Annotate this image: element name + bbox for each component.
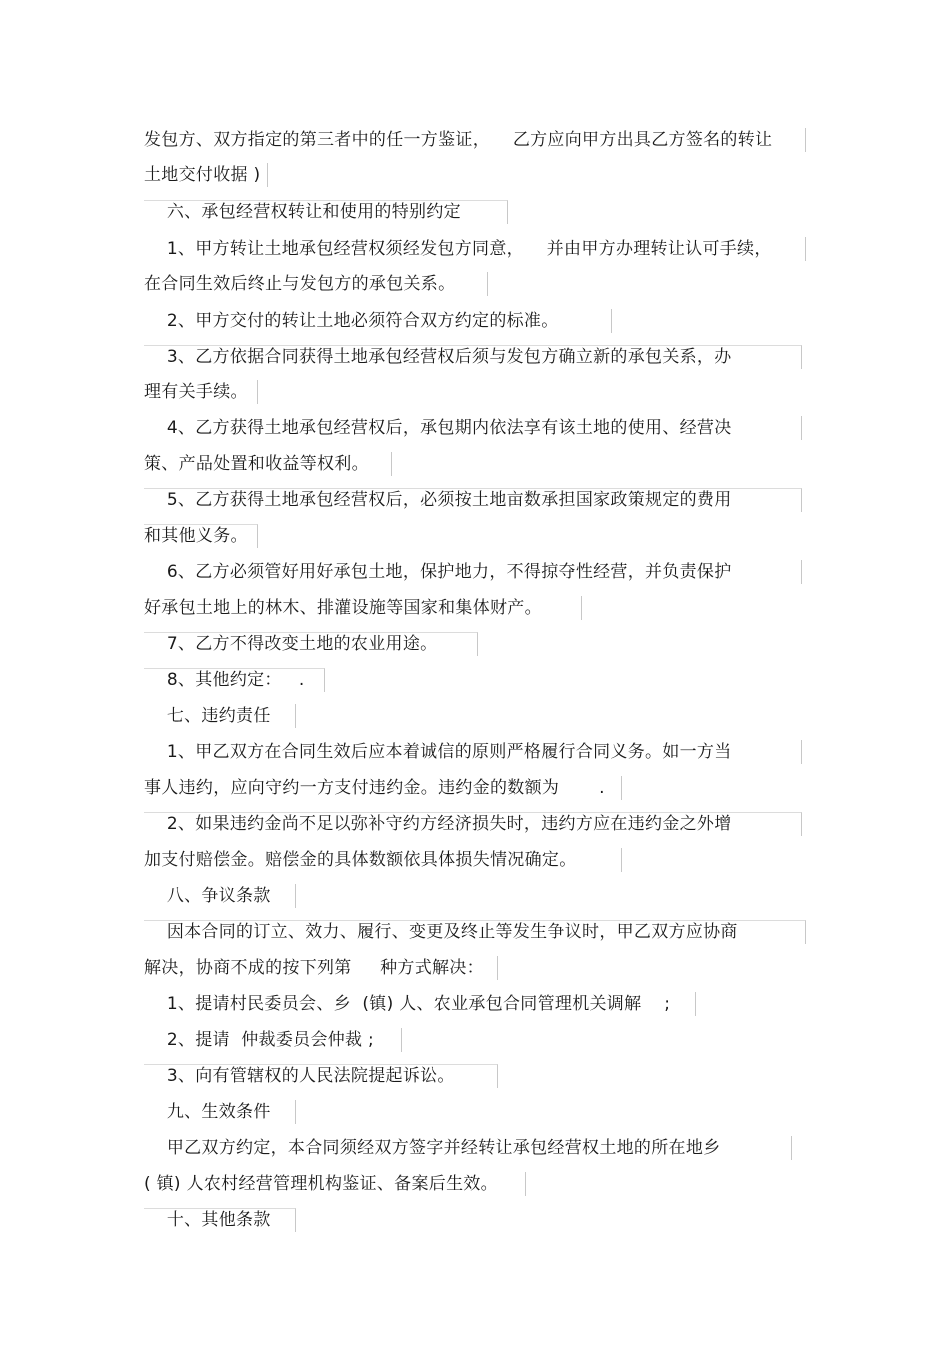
clause-line: 3、乙方依据合同获得土地承包经营权后须与发包方确立新的承包关系，办 bbox=[144, 347, 732, 367]
clause-line: 因本合同的订立、效力、履行、变更及终止等发生争议时，甲乙双方应协商 bbox=[144, 922, 738, 942]
clause-line: 6、乙方必须管好用好承包土地，保护地力，不得掠夺性经营，并负责保护 bbox=[144, 562, 732, 582]
body-line: 策、产品处置和收益等权利。 bbox=[144, 454, 369, 474]
body-line: 好承包土地上的林木、排灌设施等国家和集体财产。 bbox=[144, 598, 542, 618]
clause-line: 4、乙方获得土地承包经营权后，承包期内依法享有该土地的使用、经营决 bbox=[144, 418, 732, 438]
clause-line: 1、甲乙双方在合同生效后应本着诚信的原则严格履行合同义务。如一方当 bbox=[144, 742, 732, 762]
body-line: ( 镇) 人农村经营管理机构鉴证、备案后生效。 bbox=[144, 1174, 498, 1194]
clause-line: 2、甲方交付的转让土地必须符合双方约定的标准。 bbox=[144, 311, 559, 331]
clause-line: 8、其他约定： . bbox=[144, 670, 305, 690]
body-line: 在合同生效后终止与发包方的承包关系。 bbox=[144, 274, 456, 294]
body-line: 加支付赔偿金。赔偿金的具体数额依具体损失情况确定。 bbox=[144, 850, 577, 870]
clause-line: 甲乙双方约定，本合同须经双方签字并经转让承包经营权土地的所在地乡 bbox=[144, 1138, 721, 1158]
clause-line: 7、乙方不得改变土地的农业用途。 bbox=[144, 634, 438, 654]
section-heading: 九、生效条件 bbox=[144, 1102, 271, 1122]
clause-line: 3、向有管辖权的人民法院提起诉讼。 bbox=[144, 1066, 455, 1086]
section-heading: 七、违约责任 bbox=[144, 706, 271, 726]
clause-line: 5、乙方获得土地承包经营权后，必须按土地亩数承担国家政策规定的费用 bbox=[144, 490, 732, 510]
clause-line: 2、如果违约金尚不足以弥补守约方经济损失时，违约方应在违约金之外增 bbox=[144, 814, 732, 834]
clause-line: 2、提请 仲裁委员会仲裁 ; bbox=[144, 1030, 375, 1050]
body-line: 土地交付收据 ) bbox=[144, 165, 261, 185]
body-line: 发包方、双方指定的第三者中的任一方鉴证， 乙方应向甲方出具乙方签名的转让 bbox=[144, 130, 773, 150]
body-line: 事人违约，应向守约一方支付违约金。违约金的数额为 . bbox=[144, 778, 605, 798]
body-line: 理有关手续。 bbox=[144, 382, 248, 402]
clause-line: 1、甲方转让土地承包经营权须经发包方同意， 并由甲方办理转让认可手续， bbox=[144, 239, 772, 259]
body-line: 解决，协商不成的按下列第 种方式解决： bbox=[144, 958, 484, 978]
body-line: 和其他义务。 bbox=[144, 526, 248, 546]
clause-line: 1、提请村民委员会、乡 (镇) 人、农业承包合同管理机关调解 ; bbox=[144, 994, 671, 1014]
section-heading: 八、争议条款 bbox=[144, 886, 271, 906]
section-heading: 十、其他条款 bbox=[144, 1210, 271, 1230]
section-heading: 六、承包经营权转让和使用的特别约定 bbox=[144, 202, 461, 222]
